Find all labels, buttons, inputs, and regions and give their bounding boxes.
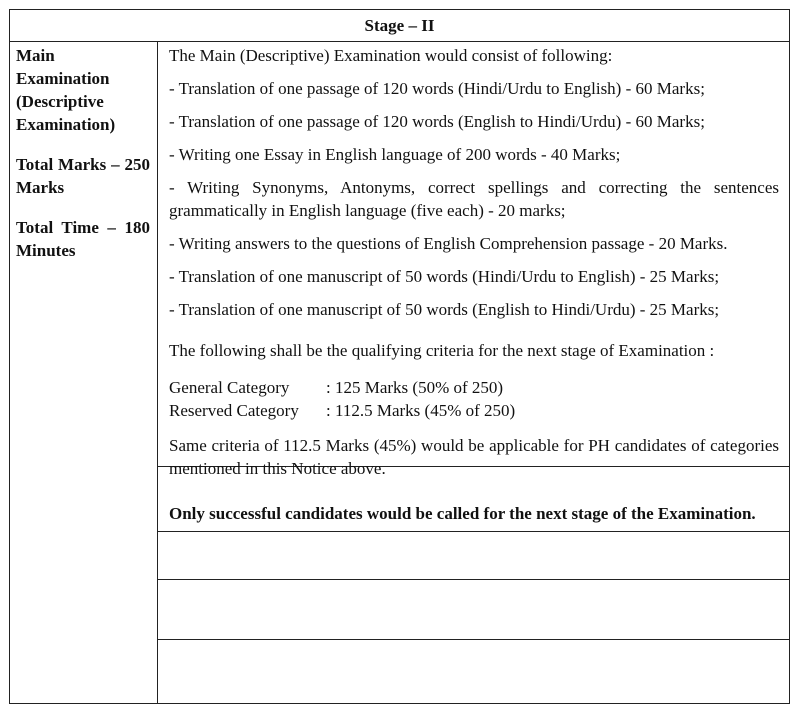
criteria-label: General Category <box>169 378 290 397</box>
list-item: - Translation of one passage of 120 words (English to Hindi/Urdu) - 60 Marks; <box>169 112 705 131</box>
intro-text: The Main (Descriptive) Examination would consist of following: <box>169 46 613 65</box>
exam-title: Main Examination (Descriptive Examination) <box>16 46 116 134</box>
criteria-list <box>169 376 779 422</box>
list-item: - Writing Synonyms, Antonyms, correct spellings and correcting the sentences grammatically in English language (five each) - 20 marks; <box>169 178 779 220</box>
criteria-value: : 112.5 Marks (45% of 250) <box>326 401 516 420</box>
stage-header: Stage – II <box>10 10 789 42</box>
ph-note: Same criteria of 112.5 Marks (45%) would be applicable for PH candidates of categories mentioned in this Notice above. <box>169 436 779 478</box>
stage-table <box>9 9 790 704</box>
list-item: - Translation of one manuscript of 50 words (Hindi/Urdu to English) - 25 Marks; <box>169 267 720 286</box>
column-divider <box>157 41 158 703</box>
criteria-intro: The following shall be the qualifying criteria for the next stage of Examination : <box>169 341 715 360</box>
row-divider <box>158 579 789 580</box>
list-item: - Translation of one passage of 120 words (Hindi/Urdu to English) - 60 Marks; <box>169 79 705 98</box>
total-time: Total Time – 180 Minutes <box>16 218 150 260</box>
criteria-row-reserved <box>169 399 779 422</box>
exam-summary-column <box>16 44 150 262</box>
list-item: - Writing answers to the questions of English Comprehension passage - 20 Marks. <box>169 234 728 253</box>
exam-details-column <box>169 44 779 535</box>
criteria-label: Reserved Category <box>169 401 299 420</box>
total-marks: Total Marks – 250 Marks <box>16 155 150 197</box>
final-note: Only successful candidates would be called for the next stage of the Examination. <box>169 504 756 523</box>
row-divider <box>158 639 789 640</box>
criteria-value: : 125 Marks (50% of 250) <box>326 378 504 397</box>
criteria-row-general <box>169 376 779 399</box>
list-item: - Writing one Essay in English language of 200 words - 40 Marks; <box>169 145 621 164</box>
list-item: - Translation of one manuscript of 50 words (English to Hindi/Urdu) - 25 Marks; <box>169 300 720 319</box>
